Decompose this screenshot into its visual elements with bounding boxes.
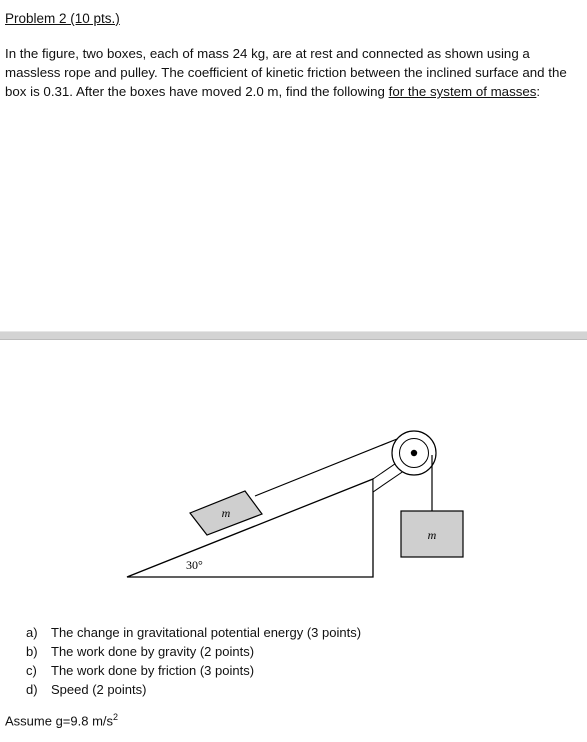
question-label: c) — [26, 663, 37, 678]
assumption-note — [5, 712, 118, 728]
question-item — [26, 680, 361, 699]
hanging-box — [401, 511, 463, 557]
question-label: b) — [26, 644, 38, 659]
problem-statement-text: In the figure, two boxes, each of mass 24 kg, are at rest and connected as shown using a massless rope and pulley. The coefficient of kinetic friction between the inclined surface and the box is 0.31. After the boxes have moved 2.0 m, find the following — [5, 46, 567, 99]
question-label: d) — [26, 682, 38, 697]
assumption-exponent: 2 — [113, 712, 119, 722]
hanging-box-label: m — [427, 528, 437, 542]
problem-statement-emphasis: for the system of masses — [388, 84, 537, 99]
question-item — [26, 661, 361, 680]
problem-statement — [5, 44, 585, 101]
question-text: Speed (2 points) — [51, 682, 147, 697]
question-text: The change in gravitational potential energy (3 points) — [51, 625, 362, 640]
problem-title: Problem 2 (10 pts.) — [5, 11, 120, 26]
angle-label: 30° — [186, 558, 203, 572]
question-text: The work done by gravity (2 points) — [51, 644, 255, 659]
question-label: a) — [26, 625, 38, 640]
pulley — [392, 431, 436, 475]
box-on-incline-label: m — [221, 506, 231, 520]
question-text: The work done by friction (3 points) — [51, 663, 255, 678]
problem-statement-end: : — [536, 84, 541, 99]
assumption-text: Assume g=9.8 m/s — [5, 713, 114, 729]
page-divider — [0, 331, 587, 340]
question-list — [26, 623, 361, 699]
incline-pulley-figure — [0, 400, 587, 590]
incline-triangle — [127, 479, 373, 577]
question-item — [26, 642, 361, 661]
question-item — [26, 623, 361, 642]
